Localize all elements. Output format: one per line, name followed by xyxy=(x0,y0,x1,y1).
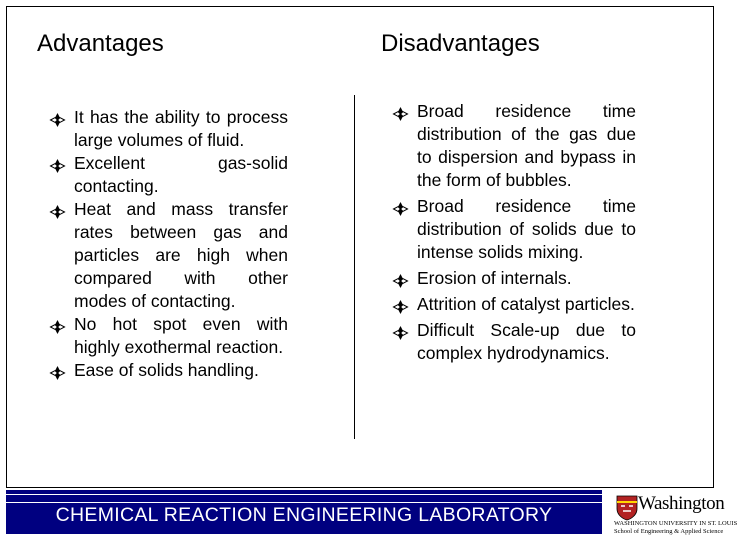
diamond-bullet-icon xyxy=(393,274,408,288)
diamond-bullet-icon xyxy=(50,366,65,380)
disadvantage-item xyxy=(393,319,636,365)
advantage-text: Heat and mass transfer rates between gas and particles are high when compared with other modes of contacting. xyxy=(74,199,288,311)
advantage-item xyxy=(50,359,288,382)
disadvantage-item xyxy=(393,195,636,264)
diamond-bullet-icon xyxy=(393,107,408,121)
advantage-item xyxy=(50,106,288,152)
advantage-text: No hot spot even with highly exothermal reaction. xyxy=(74,314,288,357)
disadvantage-item xyxy=(393,293,636,316)
diamond-bullet-icon xyxy=(393,300,408,314)
logo-school-line: School of Engineering & Applied Science xyxy=(614,528,724,535)
lab-name: CHEMICAL REACTION ENGINEERING LABORATORY xyxy=(55,504,553,526)
diamond-bullet-icon xyxy=(50,113,65,127)
advantage-text: Ease of solids handling. xyxy=(74,360,259,380)
diamond-bullet-icon xyxy=(50,205,65,219)
disadvantage-text: Broad residence time distribution of solids due to intense solids mixing. xyxy=(417,196,636,262)
diamond-bullet-icon xyxy=(50,320,65,334)
disadvantages-list xyxy=(393,100,636,368)
disadvantage-item xyxy=(393,100,636,192)
disadvantage-text: Difficult Scale-up due to complex hydrodynamics. xyxy=(417,320,636,363)
advantage-item xyxy=(50,198,288,313)
advantage-text: Excellent gas-solid contacting. xyxy=(74,153,288,196)
footer xyxy=(6,490,737,535)
university-shield-icon xyxy=(616,495,638,521)
disadvantage-item xyxy=(393,267,636,290)
logo-wordmark: Washington xyxy=(638,493,725,514)
advantage-text: It has the ability to process large volumes of fluid. xyxy=(74,107,288,150)
disadvantage-text: Broad residence time distribution of the gas due to dispersion and bypass in the form of bubbles. xyxy=(417,101,636,190)
advantage-item xyxy=(50,152,288,198)
diamond-bullet-icon xyxy=(393,202,408,216)
disadvantage-text: Erosion of internals. xyxy=(417,268,572,288)
disadvantages-heading: Disadvantages xyxy=(381,30,540,57)
diamond-bullet-icon xyxy=(393,326,408,340)
disadvantage-text: Attrition of catalyst particles. xyxy=(417,294,635,314)
lab-banner xyxy=(6,490,602,534)
advantage-item xyxy=(50,313,288,359)
advantages-list xyxy=(50,106,288,382)
diamond-bullet-icon xyxy=(50,159,65,173)
logo-university-line: WASHINGTON UNIVERSITY IN ST. LOUIS xyxy=(614,520,737,527)
column-divider xyxy=(354,95,355,439)
logo-subtitle xyxy=(614,520,737,536)
university-logo xyxy=(610,490,737,535)
advantages-heading: Advantages xyxy=(37,30,164,57)
